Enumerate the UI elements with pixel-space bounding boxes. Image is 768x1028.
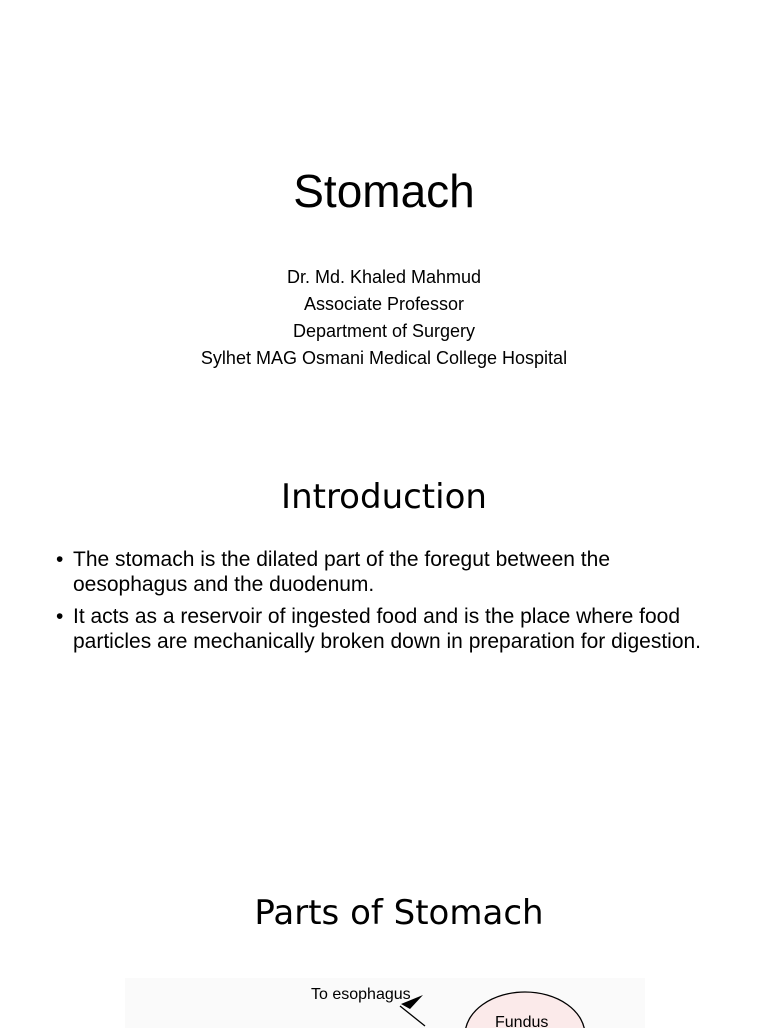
bullet-marker: • xyxy=(56,548,64,571)
bullet-text: The stomach is the dilated part of the foregut between the oesophagus and the duodenum. xyxy=(73,548,610,596)
parts-heading: Parts of Stomach xyxy=(254,893,544,933)
introduction-bullet-list xyxy=(56,548,706,662)
title-slide xyxy=(0,0,768,400)
bullet-item xyxy=(56,548,706,597)
stomach-diagram-svg xyxy=(125,978,645,1028)
parts-of-stomach-slide xyxy=(0,840,768,1028)
bullet-text: It acts as a reservoir of ingested food and is the place where food particles are mechanically broken down in preparation for digestion. xyxy=(73,605,702,653)
author-institution: Sylhet MAG Osmani Medical College Hospital xyxy=(200,348,568,368)
esophagus-label: To esophagus xyxy=(311,986,411,1003)
introduction-heading: Introduction xyxy=(281,477,487,517)
fundus-label: Fundus xyxy=(495,1014,549,1028)
author-department: Department of Surgery xyxy=(292,321,476,341)
stomach-diagram xyxy=(125,978,645,1028)
introduction-slide xyxy=(0,400,768,840)
bullet-item xyxy=(56,605,706,654)
esophagus-arrow-line xyxy=(400,1006,425,1026)
author-position: Associate Professor xyxy=(303,294,465,314)
author-info xyxy=(0,264,768,372)
author-name: Dr. Md. Khaled Mahmud xyxy=(286,267,482,287)
slide-title: Stomach xyxy=(293,165,475,217)
bullet-marker: • xyxy=(56,605,64,628)
